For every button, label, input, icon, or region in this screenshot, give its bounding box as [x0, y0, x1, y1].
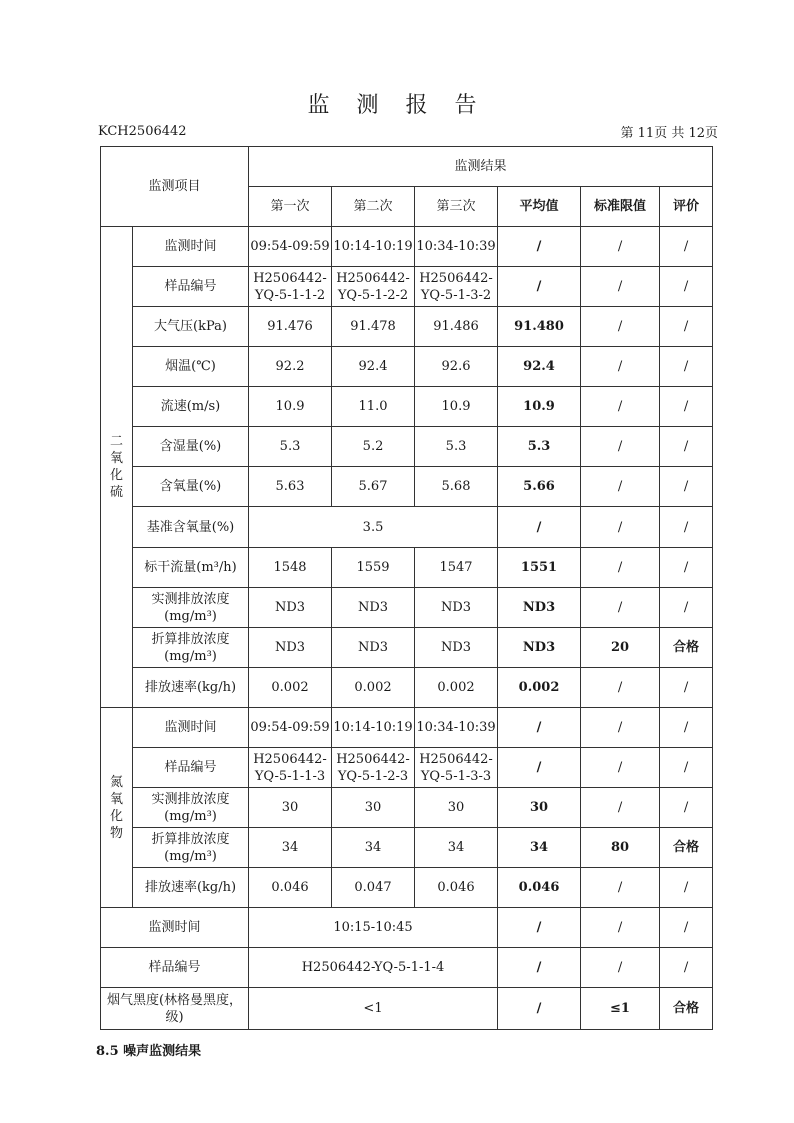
average-value: 30 — [498, 788, 581, 828]
table-row — [101, 507, 713, 548]
limit-value: / — [581, 868, 660, 908]
value-1: 34 — [249, 828, 332, 868]
table-row — [101, 548, 713, 588]
average-value: ND3 — [498, 588, 581, 628]
evaluation: / — [660, 908, 713, 948]
evaluation: / — [660, 507, 713, 548]
evaluation: 合格 — [660, 828, 713, 868]
value-3: 10:34-10:39 — [415, 708, 498, 748]
value-3: 5.68 — [415, 467, 498, 507]
row-label: 基准含氧量(%) — [133, 507, 249, 548]
table-row — [101, 788, 713, 828]
group-char: 物 — [109, 825, 123, 841]
value-1: 09:54-09:59 — [249, 708, 332, 748]
average-value: / — [498, 267, 581, 307]
limit-value: / — [581, 748, 660, 788]
table-row — [101, 467, 713, 507]
value-1: 10.9 — [249, 387, 332, 427]
group-char: 二 — [109, 434, 123, 449]
table-row — [101, 387, 713, 427]
limit-value: 80 — [581, 828, 660, 868]
value-1: 5.3 — [249, 427, 332, 467]
limit-value: / — [581, 708, 660, 748]
limit-value: / — [581, 668, 660, 708]
group-char: 化 — [109, 808, 123, 824]
value-3: 10:34-10:39 — [415, 227, 498, 267]
section-title: 8.5 噪声监测结果 — [96, 1044, 202, 1059]
average-value: 0.046 — [498, 868, 581, 908]
limit-value: ≤1 — [581, 988, 660, 1030]
evaluation: 合格 — [660, 988, 713, 1030]
average-value: / — [498, 748, 581, 788]
limit-value: / — [581, 267, 660, 307]
evaluation: / — [660, 387, 713, 427]
col-header-col-3: 第三次 — [415, 187, 498, 227]
value-1: ND3 — [249, 628, 332, 668]
value-3: 5.3 — [415, 427, 498, 467]
average-value: 0.002 — [498, 668, 581, 708]
row-label: 样品编号 — [133, 748, 249, 788]
row-label: 排放速率(kg/h) — [133, 668, 249, 708]
average-value: 92.4 — [498, 347, 581, 387]
value-2: 0.047 — [332, 868, 415, 908]
average-value: 5.66 — [498, 467, 581, 507]
evaluation: / — [660, 548, 713, 588]
evaluation: / — [660, 868, 713, 908]
value-2: 10:14-10:19 — [332, 227, 415, 267]
evaluation: / — [660, 948, 713, 988]
table-row — [101, 948, 713, 988]
average-value: 5.3 — [498, 427, 581, 467]
evaluation: / — [660, 307, 713, 347]
monitoring-table — [100, 146, 713, 1030]
row-label: 含湿量(%) — [133, 427, 249, 467]
row-label: 排放速率(kg/h) — [133, 868, 249, 908]
table-row — [101, 668, 713, 708]
limit-value: / — [581, 908, 660, 948]
table-row — [101, 828, 713, 868]
value-2: 92.4 — [332, 347, 415, 387]
row-label: 烟温(℃) — [133, 347, 249, 387]
evaluation: / — [660, 788, 713, 828]
row-label: 监测时间 — [133, 227, 249, 267]
value-1: 91.476 — [249, 307, 332, 347]
value-3: ND3 — [415, 588, 498, 628]
row-label: 样品编号 — [101, 948, 249, 988]
value-2: 10:14-10:19 — [332, 708, 415, 748]
table-row — [101, 628, 713, 668]
evaluation: 合格 — [660, 628, 713, 668]
header-row — [101, 147, 713, 187]
value-1: 0.002 — [249, 668, 332, 708]
limit-value: / — [581, 948, 660, 988]
col-header-col-2: 第二次 — [332, 187, 415, 227]
row-label: 折算排放浓度(mg/m³) — [133, 828, 249, 868]
value-2: ND3 — [332, 588, 415, 628]
merged-value: <1 — [249, 988, 498, 1030]
value-2: 5.67 — [332, 467, 415, 507]
table-row — [101, 868, 713, 908]
value-3: 0.046 — [415, 868, 498, 908]
col-header-item: 监测项目 — [101, 147, 249, 227]
col-header-col-1: 第一次 — [249, 187, 332, 227]
value-1: 5.63 — [249, 467, 332, 507]
col-header-col-eval: 评价 — [660, 187, 713, 227]
table-row — [101, 427, 713, 467]
page-title: 监 测 报 告 — [307, 93, 487, 118]
limit-value: / — [581, 427, 660, 467]
group-char: 硫 — [109, 485, 123, 500]
value-3: 92.6 — [415, 347, 498, 387]
average-value: / — [498, 948, 581, 988]
value-2: 1559 — [332, 548, 415, 588]
table-row — [101, 908, 713, 948]
limit-value: / — [581, 227, 660, 267]
row-label: 监测时间 — [101, 908, 249, 948]
value-2: 0.002 — [332, 668, 415, 708]
merged-value: H2506442-YQ-5-1-1-4 — [249, 948, 498, 988]
value-2: ND3 — [332, 628, 415, 668]
value-3: 10.9 — [415, 387, 498, 427]
row-label: 实测排放浓度(mg/m³) — [133, 588, 249, 628]
evaluation: / — [660, 347, 713, 387]
evaluation: / — [660, 668, 713, 708]
table-row — [101, 708, 713, 748]
col-header-result: 监测结果 — [249, 147, 713, 187]
value-1: 0.046 — [249, 868, 332, 908]
evaluation: / — [660, 748, 713, 788]
average-value: / — [498, 908, 581, 948]
limit-value: 20 — [581, 628, 660, 668]
value-3: H2506442-YQ-5-1-3-3 — [415, 748, 498, 788]
value-1: H2506442-YQ-5-1-1-2 — [249, 267, 332, 307]
limit-value: / — [581, 588, 660, 628]
value-1: 92.2 — [249, 347, 332, 387]
row-label: 实测排放浓度(mg/m³) — [133, 788, 249, 828]
group-char: 氧 — [109, 451, 123, 466]
value-2: 34 — [332, 828, 415, 868]
row-label: 样品编号 — [133, 267, 249, 307]
value-2: 30 — [332, 788, 415, 828]
average-value: 10.9 — [498, 387, 581, 427]
table-row — [101, 588, 713, 628]
value-3: 30 — [415, 788, 498, 828]
limit-value: / — [581, 307, 660, 347]
merged-value: 10:15-10:45 — [249, 908, 498, 948]
table-row — [101, 227, 713, 267]
row-label: 含氧量(%) — [133, 467, 249, 507]
merged-value: 3.5 — [249, 507, 498, 548]
value-2: 91.478 — [332, 307, 415, 347]
evaluation: / — [660, 708, 713, 748]
row-label: 折算排放浓度(mg/m³) — [133, 628, 249, 668]
value-1: 1548 — [249, 548, 332, 588]
average-value: / — [498, 507, 581, 548]
value-3: 34 — [415, 828, 498, 868]
row-label: 大气压(kPa) — [133, 307, 249, 347]
table-row — [101, 267, 713, 307]
evaluation: / — [660, 427, 713, 467]
group-char: 氧 — [109, 791, 123, 807]
value-3: 91.486 — [415, 307, 498, 347]
col-header-col-avg: 平均值 — [498, 187, 581, 227]
report-number: KCH2506442 — [98, 124, 187, 139]
row-label: 标干流量(m³/h) — [133, 548, 249, 588]
average-value: / — [498, 708, 581, 748]
page-number: 第 11页 共 12页 — [620, 126, 718, 141]
evaluation: / — [660, 227, 713, 267]
table-row — [101, 748, 713, 788]
average-value: 91.480 — [498, 307, 581, 347]
limit-value: / — [581, 467, 660, 507]
group-char: 化 — [109, 468, 123, 483]
limit-value: / — [581, 507, 660, 548]
limit-value: / — [581, 788, 660, 828]
average-value: / — [498, 988, 581, 1030]
value-2: 11.0 — [332, 387, 415, 427]
value-2: H2506442-YQ-5-1-2-2 — [332, 267, 415, 307]
value-1: 30 — [249, 788, 332, 828]
evaluation: / — [660, 467, 713, 507]
average-value: 34 — [498, 828, 581, 868]
value-3: 1547 — [415, 548, 498, 588]
row-label: 监测时间 — [133, 708, 249, 748]
col-header-col-limit: 标准限值 — [581, 187, 660, 227]
value-2: 5.2 — [332, 427, 415, 467]
row-label: 烟气黑度(林格曼黑度，级) — [101, 988, 249, 1030]
limit-value: / — [581, 387, 660, 427]
value-1: H2506442-YQ-5-1-1-3 — [249, 748, 332, 788]
limit-value: / — [581, 347, 660, 387]
value-3: H2506442-YQ-5-1-3-2 — [415, 267, 498, 307]
evaluation: / — [660, 267, 713, 307]
average-value: 1551 — [498, 548, 581, 588]
row-label: 流速(m/s) — [133, 387, 249, 427]
table-row — [101, 347, 713, 387]
value-3: ND3 — [415, 628, 498, 668]
value-2: H2506442-YQ-5-1-2-3 — [332, 748, 415, 788]
group-char: 氮 — [109, 774, 123, 790]
table-row — [101, 988, 713, 1030]
table-row — [101, 307, 713, 347]
average-value: / — [498, 227, 581, 267]
value-1: ND3 — [249, 588, 332, 628]
evaluation: / — [660, 588, 713, 628]
nox-group-label — [101, 708, 133, 908]
limit-value: / — [581, 548, 660, 588]
so2-group-label — [101, 227, 133, 708]
average-value: ND3 — [498, 628, 581, 668]
value-3: 0.002 — [415, 668, 498, 708]
value-1: 09:54-09:59 — [249, 227, 332, 267]
